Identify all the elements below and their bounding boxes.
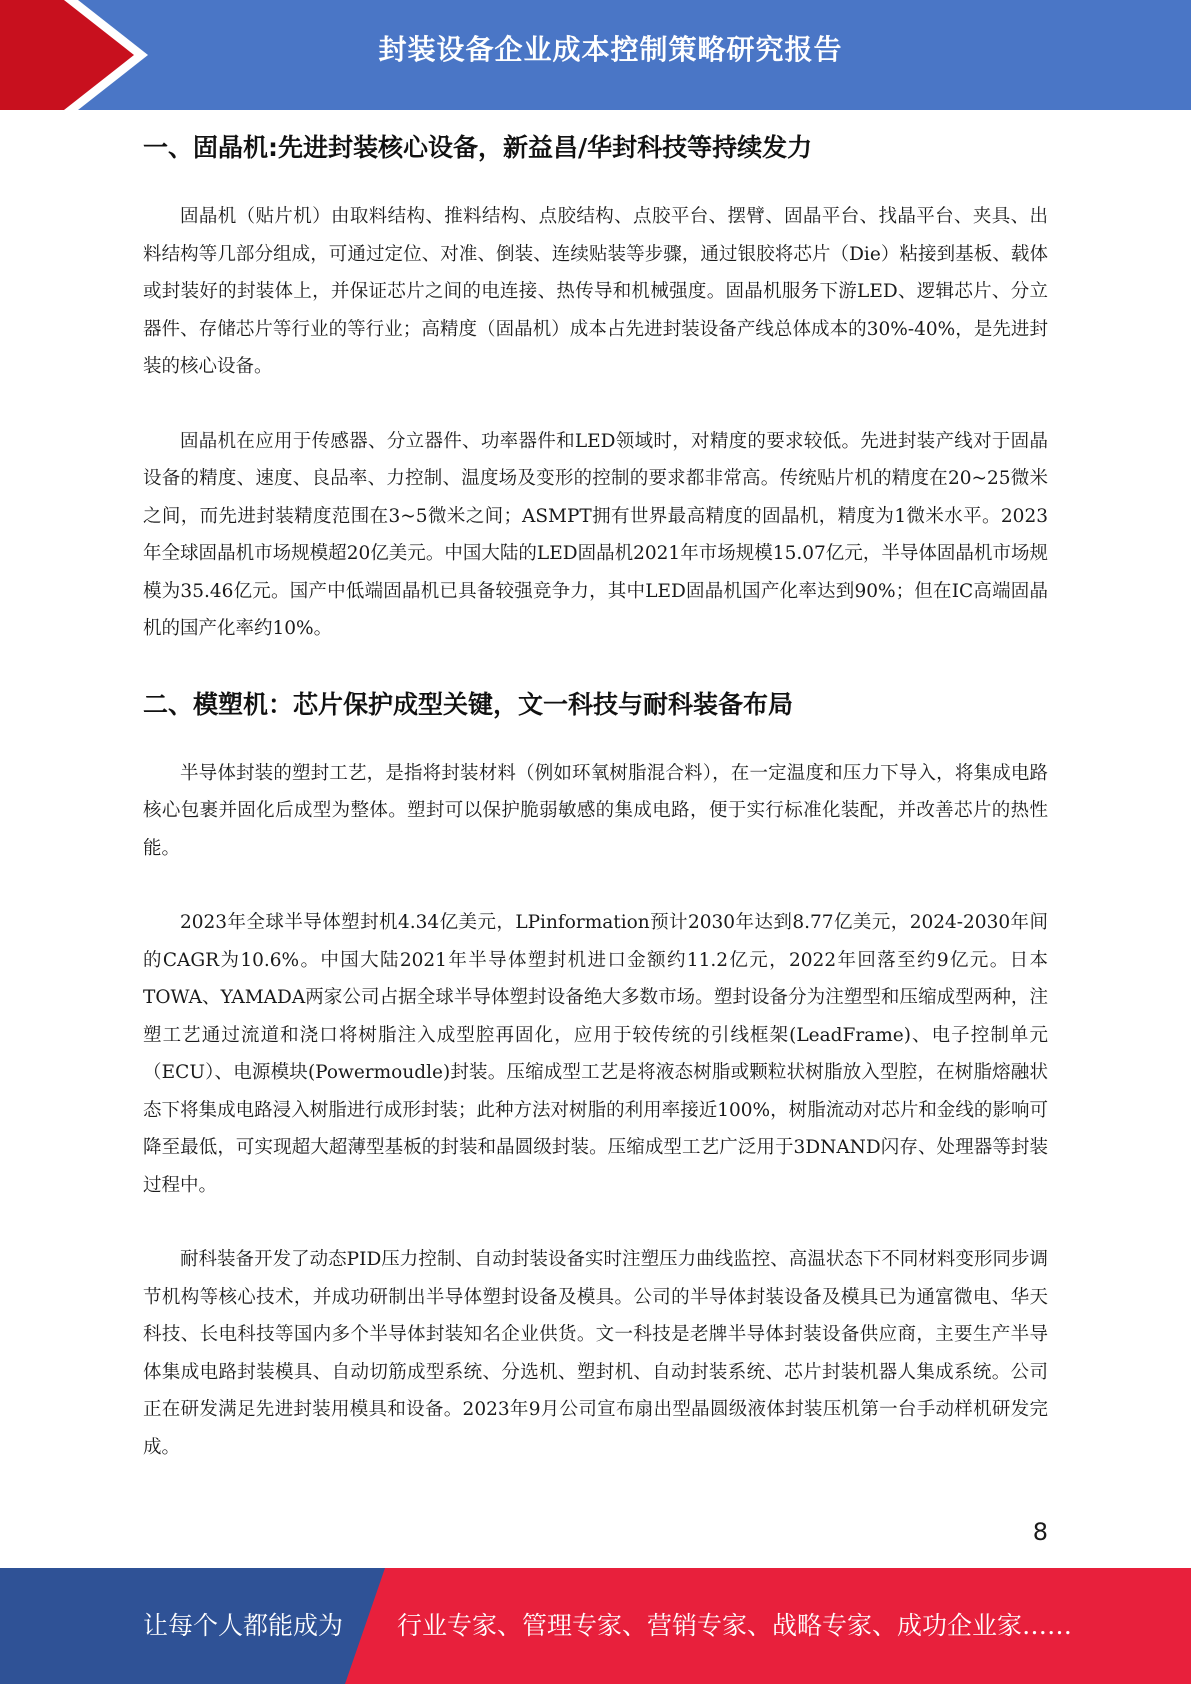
footer-slogan-left: 让每个人都能成为 xyxy=(143,1611,344,1640)
paragraph: 固晶机（贴片机）由取料结构、推料结构、点胶结构、点胶平台、摆臂、固晶平台、找晶平台、夹具、出料结构等几部分组成，可通过定位、对准、倒装、连续贴装等步骤，通过银胶将芯片（Die）粘接到基板、载体或封装好的封装体上，并保证芯片之间的电连接、热传导和机械强度。固晶机服务下游LED、逻辑芯片、分立器件、存储芯片等行业的等行业；高精度（固晶机）成本占先进封装设备产线总体成本的30%-40%，是先进封装的核心设备。 xyxy=(143,206,1048,377)
section-heading-2: 二、模塑机：芯片保护成型关键，文一科技与耐科装备布局 xyxy=(143,689,794,719)
paragraph: 固晶机在应用于传感器、分立器件、功率器件和LED领域时，对精度的要求较低。先进封装产线对于固晶设备的精度、速度、良品率、力控制、温度场及变形的控制的要求都非常高。传统贴片机的精度在20~25微米之间，而先进封装精度范围在3~5微米之间；ASMPT拥有世界最高精度的固晶机，精度为1微米水平。2023年全球固晶机市场规模超20亿美元。中国大陆的LED固晶机2021年市场规模15.07亿元，半导体固晶机市场规模为35.46亿元。国产中低端固晶机已具备较强竞争力，其中LED固晶机国产化率达到90%；但在IC高端固晶机的国产化率约10%。 xyxy=(143,430,1048,639)
main-content xyxy=(143,128,1048,1503)
page-header xyxy=(0,0,1191,110)
page-footer xyxy=(0,1568,1191,1684)
footer-slogan-right: 行业专家、管理专家、营销专家、战略专家、成功企业家…… xyxy=(397,1611,1073,1640)
report-title: 封装设备企业成本控制策略研究报告 xyxy=(378,33,843,66)
page-number: 8 xyxy=(1032,1518,1048,1546)
paragraph: 耐科装备开发了动态PID压力控制、自动封装设备实时注塑压力曲线监控、高温状态下不同材料变形同步调节机构等核心技术，并成功研制出半导体塑封设备及模具。公司的半导体封装设备及模具已为通富微电、华天科技、长电科技等国内多个半导体封装知名企业供货。文一科技是老牌半导体封装设备供应商，主要生产半导体集成电路封装模具、自动切筋成型系统、分选机、塑封机、自动封装系统、芯片封装机器人集成系统。公司正在研发满足先进封装用模具和设备。2023年9月公司宣布扇出型晶圆级液体封装压机第一台手动样机研发完成。 xyxy=(143,1249,1048,1458)
section-heading-1: 一、固晶机:先进封装核心设备，新益昌/华封科技等持续发力 xyxy=(143,133,813,162)
paragraph: 半导体封装的塑封工艺，是指将封装材料（例如环氧树脂混合料），在一定温度和压力下导入，将集成电路核心包裹并固化后成型为整体。塑封可以保护脆弱敏感的集成电路，便于实行标准化装配，并改善芯片的热性能。 xyxy=(143,762,1048,859)
paragraph: 2023年全球半导体塑封机4.34亿美元，LPinformation预计2030年达到8.77亿美元，2024-2030年间的CAGR为10.6%。中国大陆2021年半导体塑封机进口金额约11.2亿元，2022年回落至约9亿元。日本TOWA、YAMADA两家公司占据全球半导体塑封设备绝大多数市场。塑封设备分为注塑型和压缩成型两种，注塑工艺通过流道和浇口将树脂注入成型腔再固化，应用于较传统的引线框架(LeadFrame)、电子控制单元（ECU）、电源模块(Powermoudle)封装。压缩成型工艺是将液态树脂或颗粒状树脂放入型腔，在树脂熔融状态下将集成电路浸入树脂进行成形封装；此种方法对树脂的利用率接近100%，树脂流动对芯片和金线的影响可降至最低，可实现超大超薄型基板的封装和晶圆级封装。压缩成型工艺广泛用于3DNAND闪存、处理器等封装过程中。 xyxy=(143,912,1048,1196)
